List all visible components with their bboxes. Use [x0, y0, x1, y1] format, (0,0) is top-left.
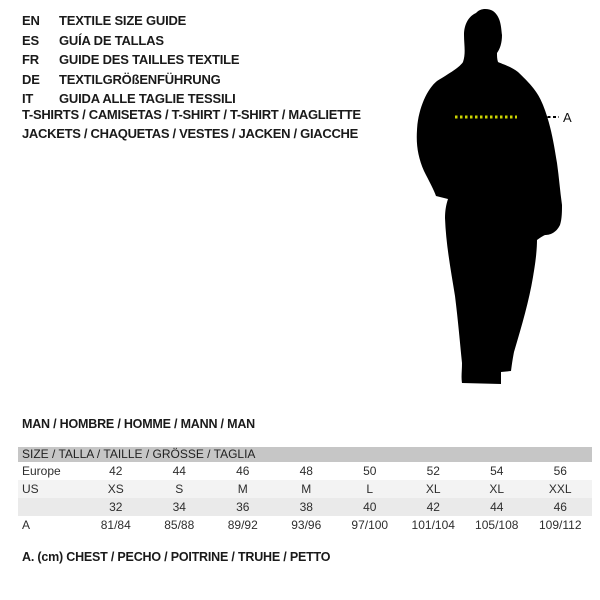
size-cell: 38: [299, 500, 313, 514]
size-cell: S: [175, 482, 184, 496]
size-cell: 52: [426, 464, 440, 478]
size-cell: 97/100: [351, 518, 389, 532]
size-cell: 42: [109, 464, 123, 478]
size-cell: 32: [109, 500, 123, 514]
size-cell: 85/88: [164, 518, 195, 532]
size-cell: XXL: [548, 482, 572, 496]
lang-row-es: [22, 31, 239, 51]
measure-label-a: A: [563, 110, 572, 125]
size-cell: XL: [425, 482, 441, 496]
size-cell: 105/108: [475, 518, 519, 532]
product-categories: [22, 107, 361, 145]
size-cell: 48: [299, 464, 313, 478]
table-row-numeric: [18, 498, 592, 516]
row-label: A: [22, 518, 31, 532]
lang-row-fr: [22, 50, 239, 70]
lang-label: TEXTILE SIZE GUIDE: [59, 13, 187, 29]
man-silhouette: [417, 9, 562, 384]
size-cell: L: [366, 482, 374, 496]
size-cell: 54: [490, 464, 504, 478]
lang-code: IT: [22, 91, 34, 107]
size-cell: 44: [490, 500, 504, 514]
lang-row-de: [22, 70, 239, 90]
size-table: [18, 447, 592, 534]
lang-label: TEXTILGRÖßENFÜHRUNG: [59, 71, 221, 87]
size-cell: XL: [489, 482, 505, 496]
section-title-man: MAN / HOMBRE / HOMME / MANN / MAN: [22, 417, 255, 431]
lang-code: DE: [22, 71, 40, 87]
table-row-us: [18, 480, 592, 498]
lang-code: ES: [22, 32, 39, 48]
lang-label: GUIDE DES TAILLES TEXTILE: [59, 52, 240, 68]
size-cell: M: [237, 482, 248, 496]
lang-label: GUIDA ALLE TAGLIE TESSILI: [59, 91, 236, 107]
size-cell: 44: [172, 464, 186, 478]
size-cell: 36: [236, 500, 250, 514]
size-cell: XS: [107, 482, 124, 496]
man-figure: [410, 5, 575, 400]
size-cell: 101/104: [411, 518, 455, 532]
lang-row-en: [22, 11, 239, 31]
size-cell: 46: [236, 464, 250, 478]
product-line-jackets: JACKETS / CHAQUETAS / VESTES / JACKEN / GIACCHE: [22, 126, 358, 141]
size-cell: 89/92: [227, 518, 258, 532]
size-table-header: SIZE / TALLA / TAILLE / GRÖSSE / TAGLIA: [18, 447, 592, 462]
table-row-chest-cm: [18, 516, 592, 534]
product-line-tshirts: T-SHIRTS / CAMISETAS / T-SHIRT / T-SHIRT / MAGLIETTE: [22, 107, 361, 122]
lang-code: FR: [22, 52, 39, 68]
size-cell: 34: [172, 500, 186, 514]
lang-row-it: [22, 89, 239, 109]
size-cell: 50: [363, 464, 377, 478]
language-list: [22, 11, 239, 109]
size-cell: 46: [553, 500, 567, 514]
lang-code: EN: [22, 13, 40, 29]
lang-label: GUÍA DE TALLAS: [59, 32, 164, 48]
size-cell: M: [301, 482, 312, 496]
size-cell: 42: [426, 500, 440, 514]
man-silhouette-svg: [410, 5, 575, 400]
row-label: US: [22, 482, 39, 496]
measurement-footnote: A. (cm) CHEST / PECHO / POITRINE / TRUHE / PETTO: [22, 550, 331, 564]
size-cell: 109/112: [539, 518, 582, 532]
table-row-europe: [18, 462, 592, 480]
size-cell: 56: [553, 464, 567, 478]
size-cell: 81/84: [100, 518, 131, 532]
size-cell: 93/96: [291, 518, 322, 532]
row-label: Europe: [22, 464, 61, 478]
size-cell: 40: [363, 500, 377, 514]
